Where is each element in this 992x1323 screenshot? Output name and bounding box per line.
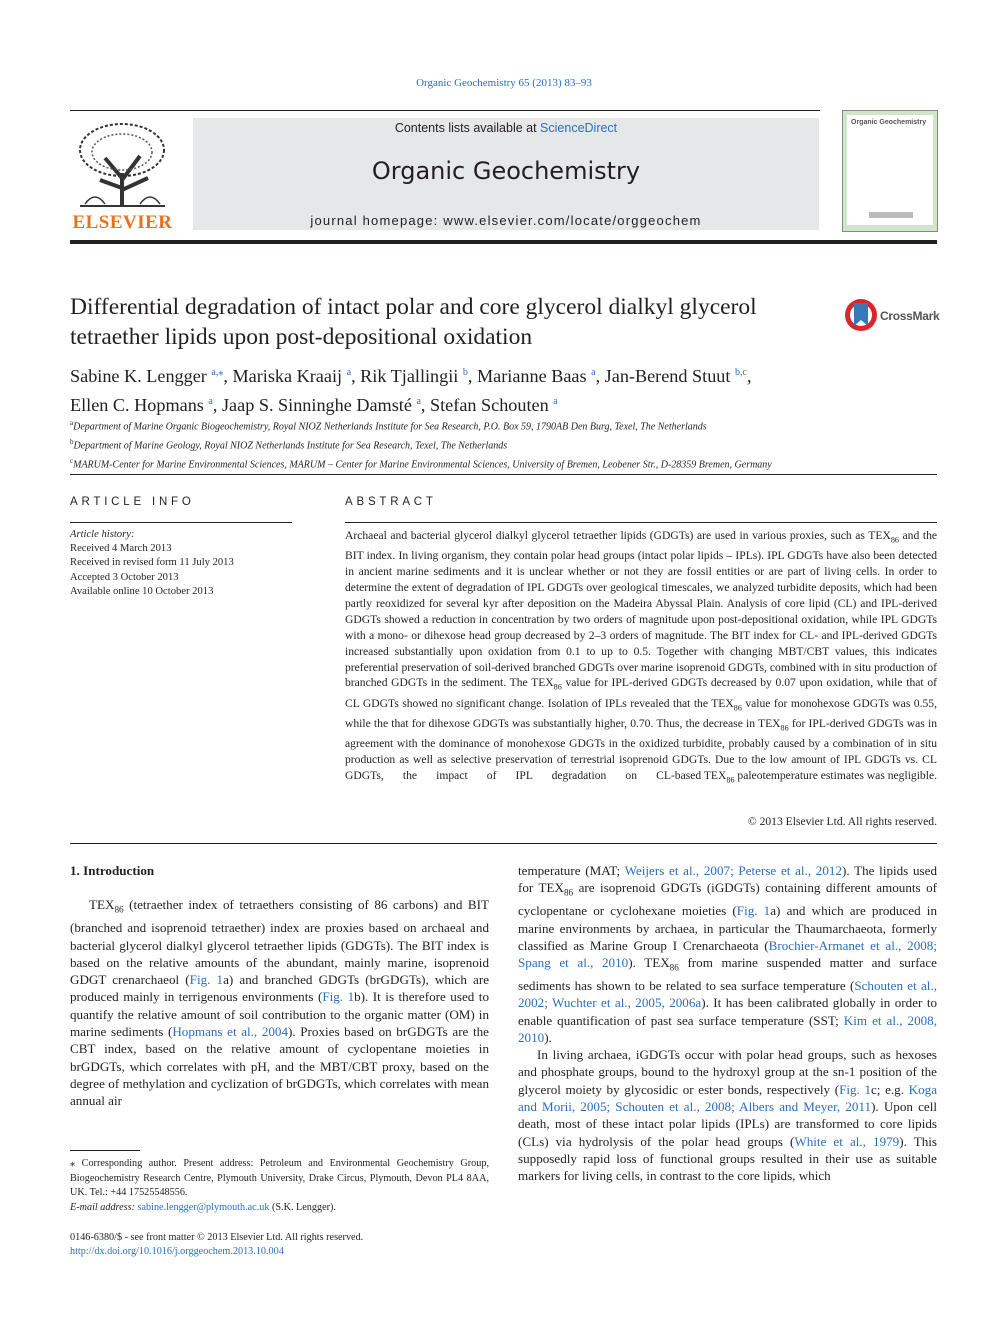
- article-info-heading: ARTICLE INFO: [70, 496, 195, 508]
- intro-paragraph: In living archaea, iGDGTs occur with polar head groups, such as hexoses and phosphate groups, bound to the hydroxyl group at the sn-1 position of the glycerol moiety by glycosidic or ester bonds, respectively (Fig. 1c; e.g. Koga and Morii, 2005; Schouten et al., 2008; Albers and Meyer, 2011). Upon cell death, most of these intact polar lipids (IPLs) are transformed to core lipids (CLs) via hydrolysis of the polar head groups (White et al., 1979). This supposedly rapid loss of functional groups resulted in their use as suitable markers for living cells, in contrast to the core lipids, which: [518, 1047, 938, 1184]
- sciencedirect-link[interactable]: ScienceDirect: [540, 121, 618, 135]
- author[interactable]: Stefan Schouten $^a$: [430, 395, 558, 416]
- intro-heading: 1. Introduction: [70, 863, 155, 878]
- cover-publisher-icon: [869, 209, 913, 221]
- page-footer: [70, 1231, 570, 1260]
- body-column-right: [518, 862, 937, 1185]
- corresponding-author-footnote: [70, 1157, 489, 1215]
- author[interactable]: Jan-Berend Stuut $^{b,c}$: [604, 366, 747, 387]
- email-line: E-mail address: sabine.lengger@plymouth.ac.uk (S.K. Lengger).: [70, 1201, 336, 1213]
- affiliation: $^b$Department of Marine Geology, Royal NIOZ Netherlands Institute for Sea Research, Texel, The Netherlands: [70, 437, 508, 452]
- history-label: Article history:: [70, 529, 135, 540]
- abstract-rule: [345, 522, 937, 523]
- article-history: [70, 528, 292, 599]
- citation-link[interactable]: Schouten et al., 2002; Wuchter et al., 2005, 2006a: [518, 978, 937, 1011]
- author[interactable]: Marianne Baas $^a$: [476, 366, 596, 387]
- figure-ref[interactable]: Fig. 1: [736, 903, 771, 919]
- contents-prefix: Contents lists available at: [394, 121, 541, 135]
- citation-link[interactable]: Brochier-Armanet et al., 2008; Spang et al., 2010: [518, 937, 937, 971]
- issn-line: 0146-6380/$ - see front matter © 2013 Elsevier Ltd. All rights reserved.: [70, 1232, 364, 1243]
- footnote-rule: [70, 1150, 140, 1151]
- journal-homepage[interactable]: journal homepage: www.elsevier.com/locate/orggeochem: [310, 213, 702, 228]
- body-column-left: [70, 862, 489, 1109]
- figure-ref[interactable]: Fig. 1: [322, 989, 355, 1005]
- revised-date: Received in revised form 11 July 2013: [70, 557, 234, 569]
- citation-link[interactable]: Weijers et al., 2007; Peterse et al., 2012: [624, 863, 842, 878]
- affiliation: $^c$MARUM-Center for Marine Environmental Sciences, MARUM – Center for Marine Environmental Sciences, University of Bremen, Leobener Str., D-28359 Bremen, Germany: [70, 456, 772, 470]
- author[interactable]: Mariska Kraaij $^a$: [232, 366, 352, 387]
- footnote-text: ⁎ Corresponding author. Present address: Petroleum and Environmental Geochemistry Group, Biogeochemistry Research Centre, Plymouth University, Drake Circus, Plymouth, Devon PL4 8AA, UK. Tel.: +44 17525548556.: [70, 1158, 489, 1198]
- section-divider: [70, 843, 937, 844]
- author[interactable]: Sabine K. Lengger $^{a,⁎}$: [70, 366, 224, 387]
- affiliation: $^a$Department of Marine Organic Biogeochemistry, Royal NIOZ Netherlands Institute for Sea Research, P.O. Box 59, 1790AB Den Burg, Texel, The Netherlands: [70, 419, 707, 433]
- received-date: Received 4 March 2013: [70, 543, 172, 555]
- citation-link[interactable]: Koga and Morii, 2005; Schouten et al., 2008; Albers and Meyer, 2011: [518, 1081, 938, 1115]
- journal-cover-thumbnail[interactable]: [842, 110, 938, 232]
- contents-line: [193, 121, 819, 135]
- cover-page: [847, 115, 933, 225]
- abstract-text: Archaeal and bacterial glycerol dialkyl glycerol tetraether lipids (GDGTs) are used in various proxies, such as $TEX_{86}$ and the BIT index. In living organism, they contain polar head groups (intact polar lipids – IPLs). IPL GDGTs have also been detected in ancient marine sediments and it is unclear whether or not they are fossil entities or are part of living cells. In order to determine the extent of degradation of IPL GDGTs over geological timescales, we analyzed turbidite deposits, which had been partly reoxidized for several kyr after deposition on the Madeira Abyssal Plain. Analysis of core lipid (CL) and IPL-derived GDGTs showed a reduction in concentration by two orders of magnitude upon post-depositional oxidation, while IPL GDGTs with a mono- or dihexose head group decreased by 2–3 orders of magnitude. The BIT index for CL- and IPL-derived GDGTs increased substantially upon oxidation from 0.1 to up to 0.5. Together with changing MBT/CBT values, this indicates preferential preservation of soil-derived branched GDGTs over marine isoprenoid GDGTs, combined with in situ production of branched GDGTs in the sediment. The $TEX_{86}$ value for IPL-derived GDGTs decreased by 0.07 upon oxidation, while that of CL GDGTs showed no significant change. Isolation of IPLs revealed that the $TEX_{86}$ value for monohexose GDGTs was 0.55, while the that for dihexose GDGTs was substantially higher, 0.70. Thus, the decrease in $TEX_{86}$ for IPL-derived GDGTs was in agreement with the dominance of monohexose GDGTs in the oxidized turbidite, probably caused by a combination of in situ production as well as selective preservation of terrestrial isoprenoid GDGTs. Due to the low amount of IPL GDGTs vs. CL GDGTs, the impact of IPL degradation on CL-based $TEX_{86}$ paleotemperature estimates was negligible.: [345, 529, 938, 785]
- copyright-notice: © 2013 Elsevier Ltd. All rights reserved.: [747, 815, 937, 828]
- accepted-date: Accepted 3 October 2013: [70, 571, 179, 583]
- journal-title: Organic Geochemistry: [371, 157, 641, 185]
- figure-ref[interactable]: Fig. 1: [839, 1081, 871, 1097]
- citation-link[interactable]: Hopmans et al., 2004: [172, 1023, 289, 1039]
- citation-link[interactable]: Kim et al., 2008, 2010: [518, 1012, 937, 1045]
- article-title: Differential degradation of intact polar and core glycerol dialkyl glycerol tetraether lipids upon post-depositional oxidation: [70, 294, 757, 350]
- citation-link[interactable]: White et al., 1979: [794, 1133, 900, 1149]
- section-divider: [70, 474, 937, 475]
- header-bottom-rule: [70, 240, 937, 244]
- email-link[interactable]: sabine.lengger@plymouth.ac.uk: [137, 1201, 270, 1213]
- figure-ref[interactable]: Fig. 1: [189, 972, 224, 988]
- journal-citation[interactable]: Organic Geochemistry 65 (2013) 83–93: [416, 77, 592, 89]
- crossmark-label[interactable]: CrossMark: [880, 309, 940, 323]
- author[interactable]: Jaap S. Sinninghe Damsté $^a$: [221, 395, 421, 416]
- author[interactable]: Rik Tjallingii $^b$: [360, 366, 468, 387]
- intro-paragraph: $TEX_{86}$ (tetraether index of tetraethers consisting of 86 carbons) and BIT (branched and isoprenoid tetraether) index are proxies based on archaeal and bacterial glycerol dialkyl glycerol tetraether lipids (GDGTs). The BIT index is based on the relative amounts of the abundant, mainly marine, isoprenoid GDGT crenarchaeol (Fig. 1a) and branched GDGTs (brGDGTs), which are produced mainly in terrigenous environments (Fig. 1b). It is therefore used to quantify the relative amount of soil contribution to the organic matter (OM) in marine sediments (Hopmans et al., 2004). Proxies based on brGDGTs are the CBT index, based on the relative amount of cyclopentane moieties in brGDGTs, which correlates with pH, and the MBT/CBT proxy, based on the degree of methylation and cyclization of brGDGTs, which correlates with mean annual air: [70, 897, 490, 1109]
- affiliations: [70, 416, 937, 472]
- cover-title: Organic Geochemistry: [851, 119, 927, 126]
- header-top-rule: [70, 110, 820, 111]
- author-list: Sabine K. Lengger $^{a,⁎}$, Mariska Kraaij $^a$, Rik Tjallingii $^b$, Marianne Baas $^a$, Jan-Berend Stuut $^{b,c}$, Ellen C. Hopmans $^a$, Jaap S. Sinninghe Damsté $^a$, Stefan Schouten $^a$: [70, 366, 752, 416]
- author[interactable]: Ellen C. Hopmans $^a$: [70, 395, 213, 416]
- article-info-rule: [70, 522, 292, 523]
- online-date: Available online 10 October 2013: [70, 585, 214, 597]
- abstract-heading: ABSTRACT: [345, 496, 437, 508]
- elsevier-wordmark[interactable]: ELSEVIER: [72, 212, 173, 233]
- doi-link[interactable]: http://dx.doi.org/10.1016/j.orggeochem.2013.10.004: [70, 1246, 284, 1258]
- intro-paragraph: temperature (MAT; Weijers et al., 2007; Peterse et al., 2012). The lipids used for $TEX_{86}$ are isoprenoid GDGTs (iGDGTs) containing different amounts of cyclopentane or cyclohexane moieties (Fig. 1a) and which are produced in marine environments by archaea, in particular the Thaumarchaeota, formerly classified as Marine Group I Crenarchaeota (Brochier-Armanet et al., 2008; Spang et al., 2010). $TEX_{86}$ from marine suspended matter and surface sediments has shown to be related to sea surface temperature (Schouten et al., 2002; Wuchter et al., 2005, 2006a). It has been calibrated globally in order to enable quantification of past sea surface temperature (SST; Kim et al., 2008, 2010).: [518, 863, 938, 1045]
